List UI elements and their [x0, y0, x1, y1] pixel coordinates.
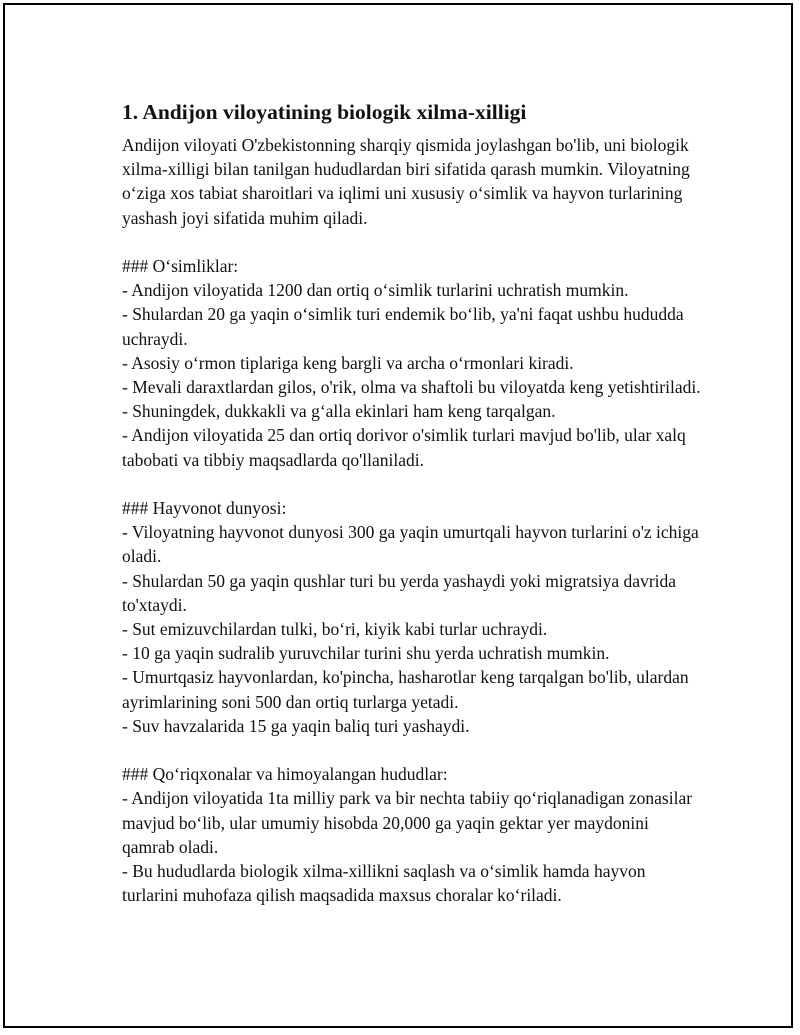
- list-item: - Mevali daraxtlardan gilos, o'rik, olma va shaftoli bu viloyatda keng yetishtiriladi.: [122, 377, 701, 398]
- list-item: - Andijon viloyatida 1200 dan ortiq oʻsimlik turlarini uchratish mumkin.: [122, 280, 629, 301]
- list-item: - Shuningdek, dukkakli va gʻalla ekinlari ham keng tarqalgan.: [122, 401, 556, 422]
- document-content: [122, 99, 702, 907]
- section-plants: [122, 254, 702, 472]
- list-item: - Shulardan 20 ga yaqin oʻsimlik turi endemik boʻlib, ya'ni faqat ushbu hududda uchraydi.: [122, 304, 684, 349]
- list-item: - Umurtqasiz hayvonlardan, ko'pincha, hasharotlar keng tarqalgan bo'lib, ulardan ayrimlarining soni 500 dan ortiq turlarga yetadi.: [122, 667, 689, 712]
- section-animals: [122, 496, 702, 738]
- list-item: - Asosiy oʻrmon tiplariga keng bargli va archa oʻrmonlari kiradi.: [122, 352, 574, 373]
- list-item: - Viloyatning hayvonot dunyosi 300 ga yaqin umurtqali hayvon turlarini o'z ichiga oladi.: [122, 522, 699, 567]
- list-item: - Bu hududlarda biologik xilma-xillikni saqlash va oʻsimlik hamda hayvon turlarini muhofaza qilish maqsadida maxsus choralar koʻriladi.: [122, 861, 646, 906]
- section-heading: ### Oʻsimliklar:: [122, 256, 239, 276]
- list-item: - 10 ga yaqin sudralib yuruvchilar turini shu yerda uchratish mumkin.: [122, 643, 610, 664]
- list-item: - Andijon viloyatida 25 dan ortiq dorivor o'simlik turlari mavjud bo'lib, ular xalq tabobati va tibbiy maqsadlarda qo'llaniladi.: [122, 425, 686, 470]
- section-heading: ### Hayvonot dunyosi:: [122, 498, 287, 519]
- section-heading: ### Qoʻriqxonalar va himoyalangan hududlar:: [122, 764, 448, 785]
- list-item: - Andijon viloyatida 1ta milliy park va bir nechta tabiiy qoʻriqlanadigan zonasilar mavjud boʻlib, ular umumiy hisobda 20,000 ga yaqin gektar yer maydonini qamrab oladi.: [122, 788, 693, 857]
- page-frame: [3, 3, 793, 1028]
- list-item: - Shulardan 50 ga yaqin qushlar turi bu yerda yashaydi yoki migratsiya davrida to'xtaydi.: [122, 570, 677, 615]
- intro-paragraph: Andijon viloyati O'zbekistonning sharqiy qismida joylashgan bo'lib, uni biologik xilma-xilligi bilan tanilgan hududlardan biri sifatida qarash mumkin. Viloyatning oʻziga xos tabiat sharoitlari va iqlimi uni xususiy oʻsimlik va hayvon turlarining yashash joyi sifatida muhim qiladi.: [122, 135, 690, 228]
- list-item: - Sut emizuvchilardan tulki, boʻri, kiyik kabi turlar uchraydi.: [122, 619, 548, 640]
- document-title: 1. Andijon viloyatining biologik xilma-xilligi: [122, 100, 527, 124]
- list-item: - Suv havzalarida 15 ga yaqin baliq turi yashaydi.: [122, 715, 470, 736]
- section-protected-areas: [122, 762, 702, 907]
